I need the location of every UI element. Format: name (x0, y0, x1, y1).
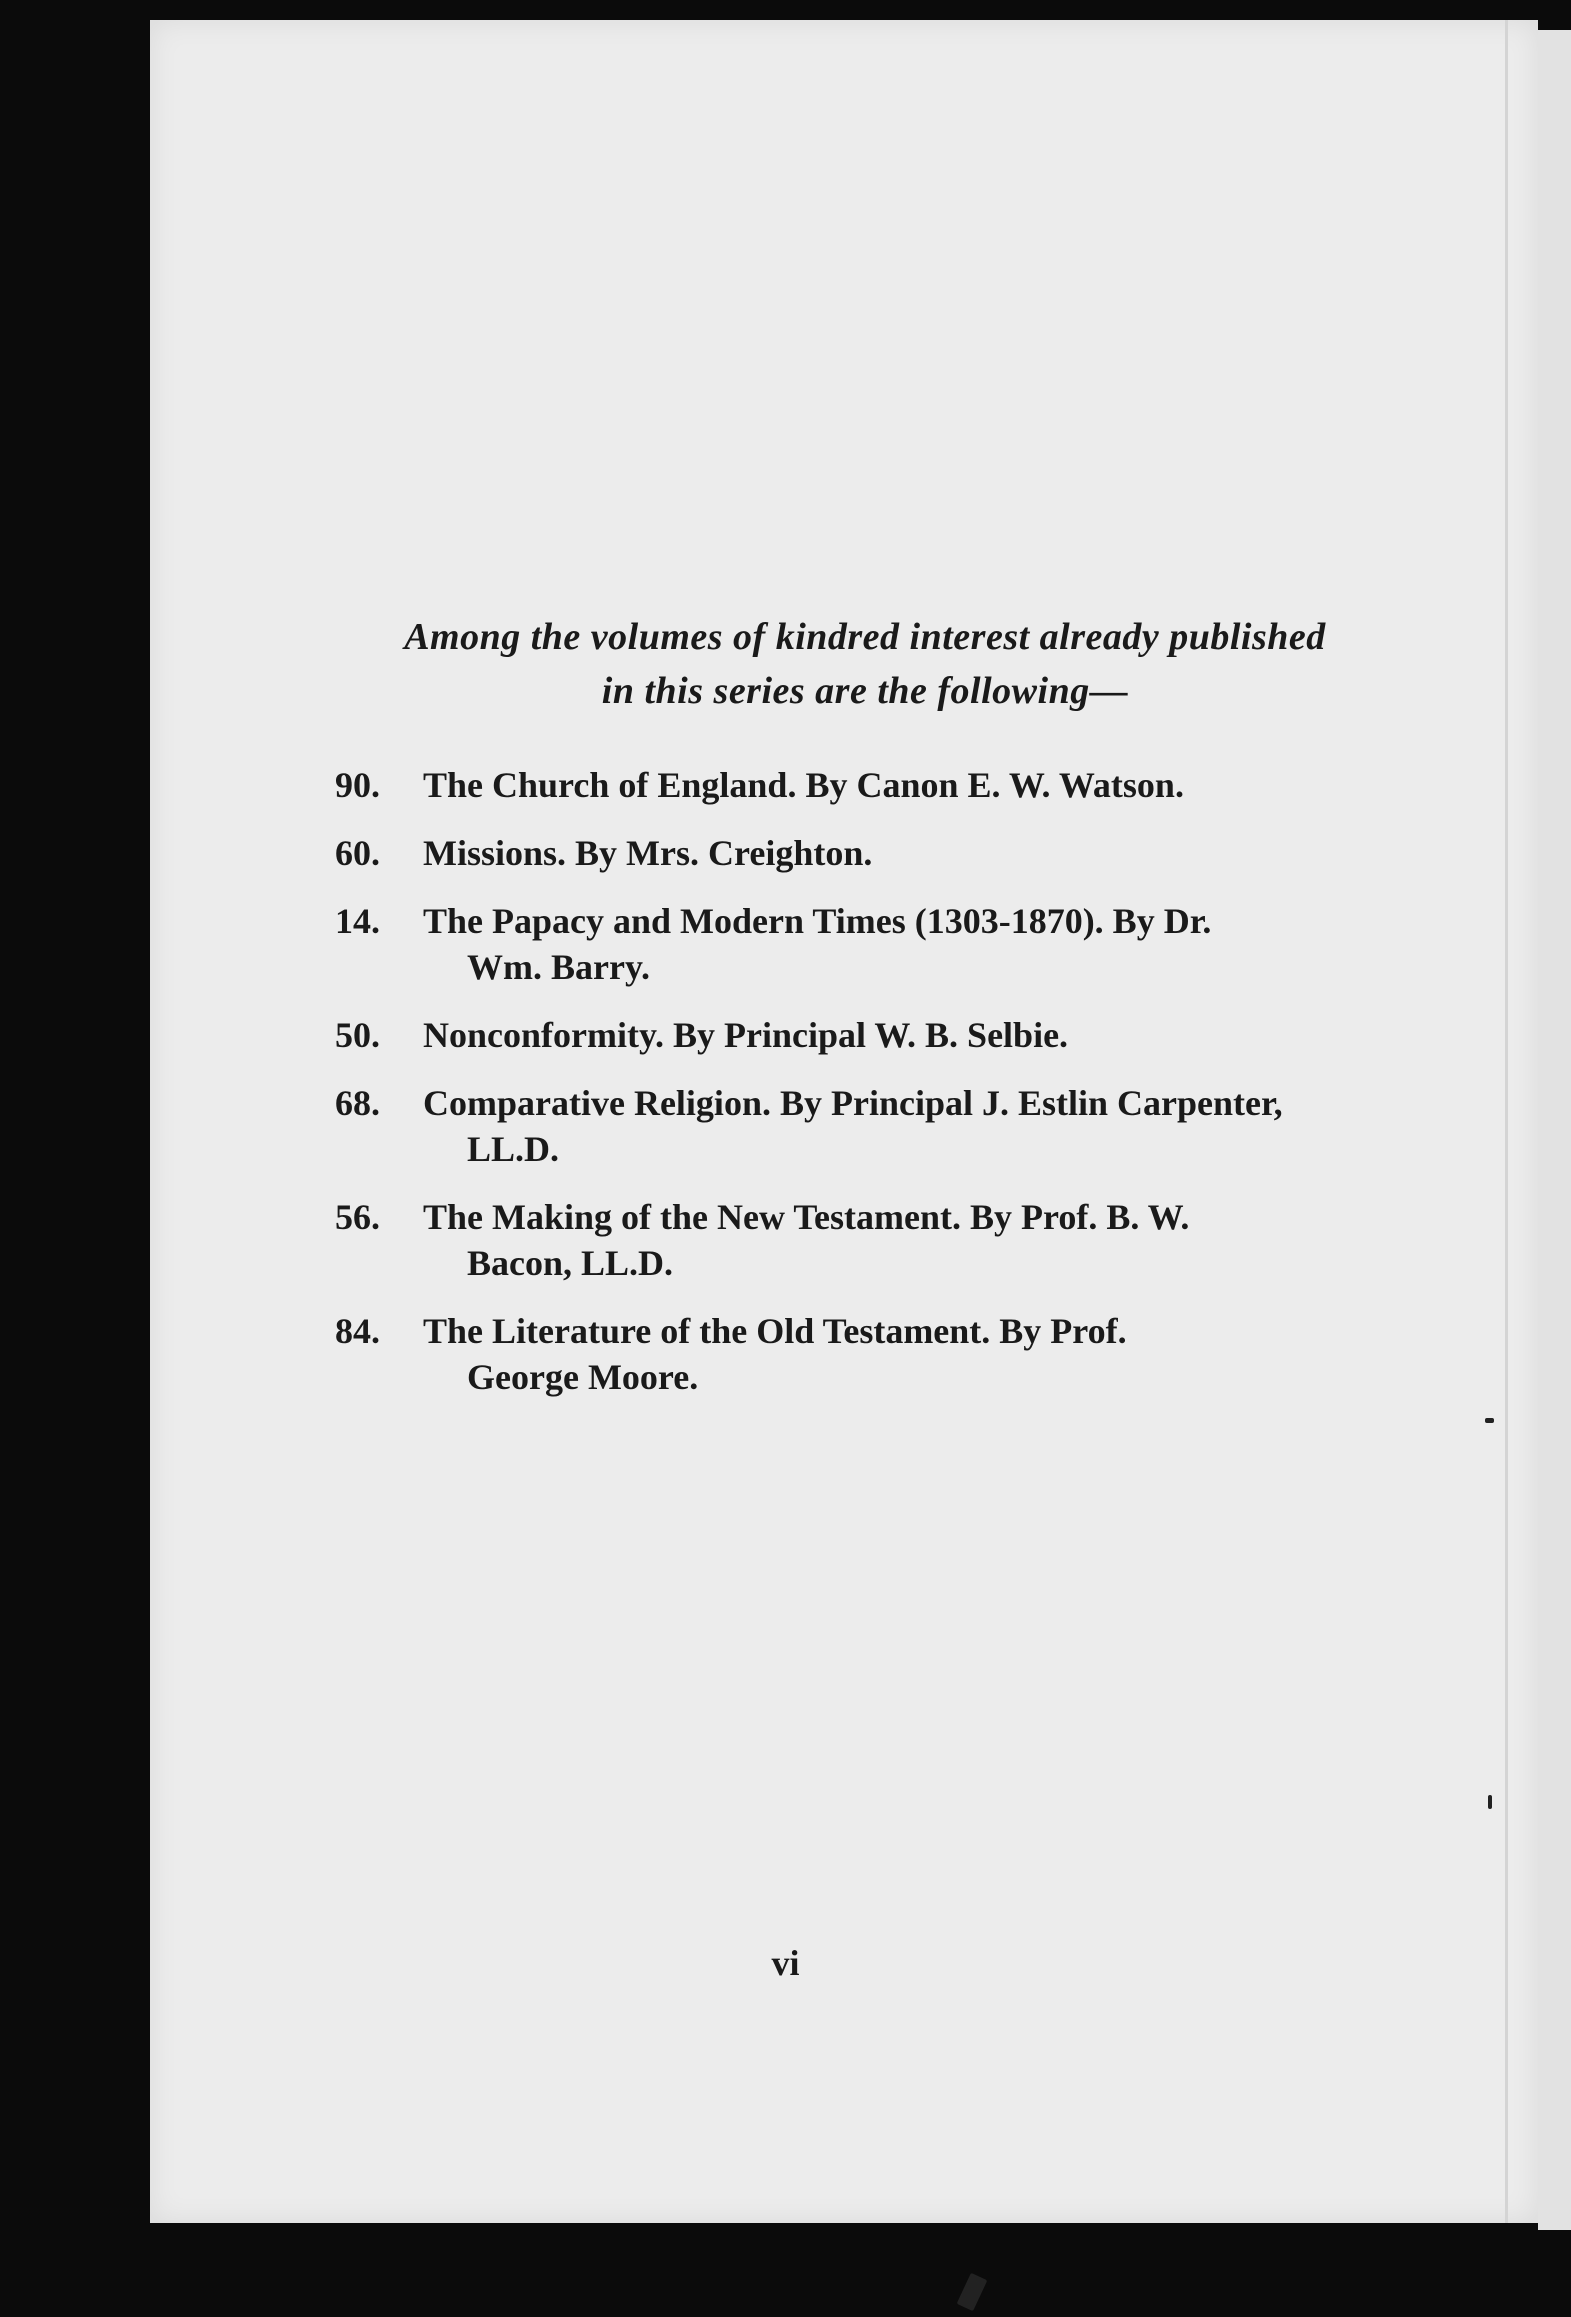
volume-title (423, 1194, 1395, 1286)
volume-number: 14. (335, 901, 380, 941)
list-item (335, 1080, 1395, 1172)
volume-line-1: The Literature of the Old Testament. By Prof. (423, 1311, 1127, 1351)
volume-title (423, 1012, 1395, 1058)
heading-line-2: in this series are the following— (601, 670, 1129, 712)
scan-speck (957, 2273, 988, 2311)
list-item (335, 1308, 1395, 1400)
volume-line-1: The Papacy and Modern Times (1303-1870). By Dr. (423, 901, 1212, 941)
volume-line-2: Wm. Barry. (467, 947, 650, 987)
list-item (335, 898, 1395, 990)
volume-line-1: The Church of England. By Canon E. W. Watson. (423, 765, 1184, 805)
volume-line-1: The Making of the New Testament. By Prof. B. W. (423, 1197, 1190, 1237)
heading-line-1: Among the volumes of kindred interest already published (404, 616, 1326, 658)
volume-number: 56. (335, 1197, 380, 1237)
volume-number: 90. (335, 765, 380, 805)
volume-number: 68. (335, 1083, 380, 1123)
list-heading (335, 610, 1395, 718)
list-item (335, 762, 1395, 808)
volume-number: 60. (335, 833, 380, 873)
volume-title (423, 1308, 1395, 1400)
volume-line-2: LL.D. (467, 1129, 560, 1169)
series-list (335, 610, 1395, 1422)
volume-title (423, 1080, 1395, 1172)
page-number: vi (771, 1943, 800, 1983)
volume-line-2: George Moore. (467, 1357, 699, 1397)
volume-number: 50. (335, 1015, 380, 1055)
list-item (335, 1012, 1395, 1058)
list-item (335, 830, 1395, 876)
volume-line-1: Nonconformity. By Principal W. B. Selbie. (423, 1015, 1069, 1055)
scan-speck (1488, 1795, 1492, 1809)
scan-speck (1485, 1418, 1494, 1423)
volume-title (423, 830, 1395, 876)
page-fold-line (1505, 20, 1508, 2223)
volume-title (423, 898, 1395, 990)
volume-line-2: Bacon, LL.D. (467, 1243, 674, 1283)
volume-title (423, 762, 1395, 808)
list-item (335, 1194, 1395, 1286)
volume-line-1: Missions. By Mrs. Creighton. (423, 833, 873, 873)
volume-line-1: Comparative Religion. By Principal J. Estlin Carpenter, (423, 1083, 1283, 1123)
volume-number: 84. (335, 1311, 380, 1351)
facing-page-edge (1538, 30, 1571, 2230)
